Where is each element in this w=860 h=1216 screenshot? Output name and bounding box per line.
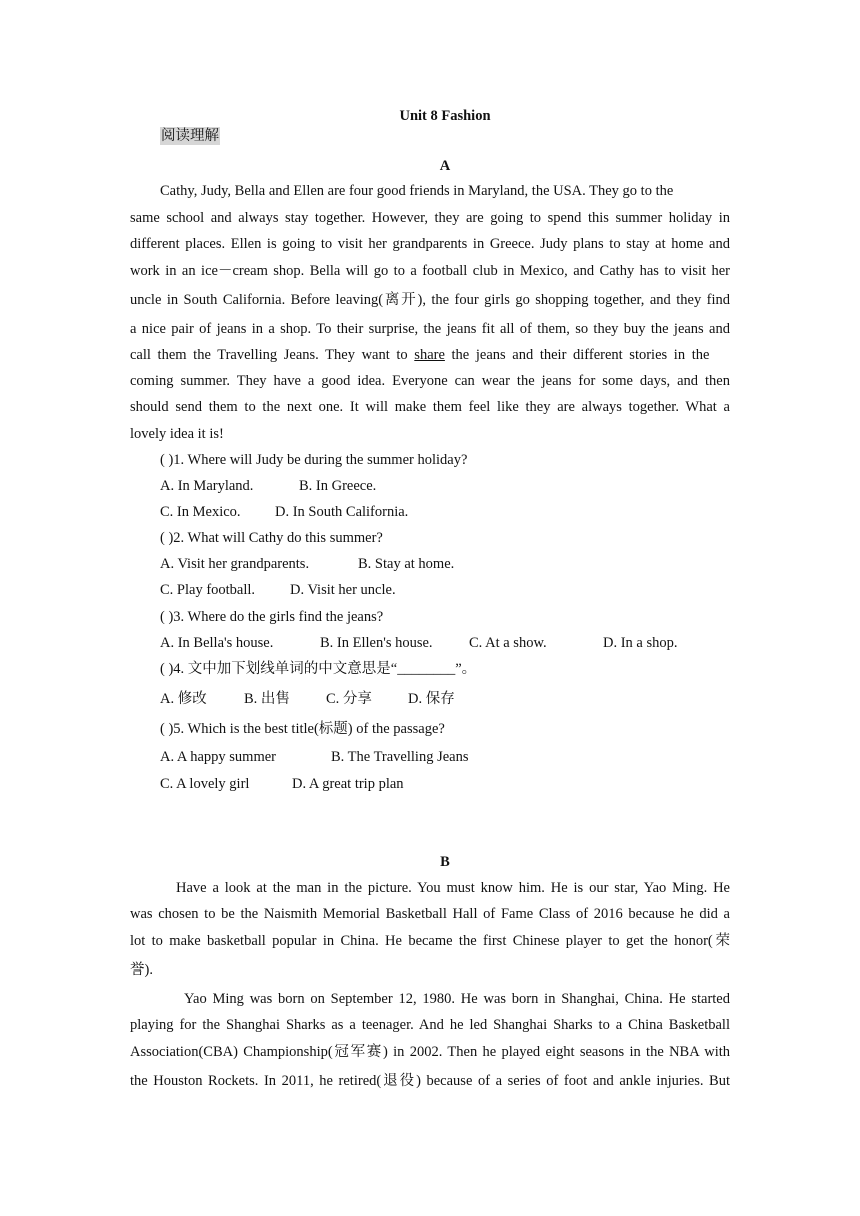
- passage-a-line: same school and always stay together. However, they are going to spend this summer holiday in: [130, 210, 730, 226]
- passage-a-text: the jeans and their different stories in the: [444, 347, 710, 363]
- passage-a-line: Cathy, Judy, Bella and Ellen are four good friends in Maryland, the USA. They go to the: [160, 183, 674, 199]
- question-option: B. In Greece.: [299, 478, 377, 494]
- passage-a-line: should send them to the next one. It will make them feel like they are always together. What a: [130, 399, 730, 415]
- question-stem: ( )3. Where do the girls find the jeans?: [160, 609, 384, 625]
- question-stem: ( )2. What will Cathy do this summer?: [160, 530, 383, 546]
- passage-b-line: lot to make basketball popular in China. He became the first Chinese player to get the honor(荣: [130, 933, 730, 949]
- question-option: A. Visit her grandparents.: [160, 556, 310, 572]
- passage-a-line: a nice pair of jeans in a shop. To their surprise, the jeans fit all of them, so they buy the jeans and: [130, 321, 730, 337]
- passage-a-heading: A: [439, 158, 451, 174]
- passage-a-line: coming summer. They have a good idea. Everyone can wear the jeans for some days, and then: [130, 373, 730, 389]
- question-option: C. At a show.: [469, 635, 547, 651]
- question-stem: ( )4. 文中加下划线单词的中文意思是“________”。: [160, 661, 477, 677]
- question-option: D. A great trip plan: [292, 776, 404, 792]
- question-option: D. In a shop.: [603, 635, 678, 651]
- passage-a-line: work in an ice－cream shop. Bella will go to a football club in Mexico, and Cathy has to visit her: [130, 263, 730, 279]
- question-option: B. Stay at home.: [358, 556, 455, 572]
- passage-b-heading: B: [440, 854, 450, 870]
- question-option: B. In Ellen's house.: [320, 635, 433, 651]
- passage-a-text: call them the Travelling Jeans. They want to: [130, 347, 415, 363]
- passage-a-line: lovely idea it is!: [130, 426, 224, 442]
- question-option: A. In Maryland.: [160, 478, 254, 494]
- question-option: A. A happy summer: [160, 749, 276, 765]
- passage-b-line: 誉).: [130, 962, 153, 978]
- question-option: C. Play football.: [160, 582, 256, 598]
- underlined-word: share: [414, 347, 445, 363]
- question-option: C. In Mexico.: [160, 504, 241, 520]
- question-option: D. 保存: [408, 691, 455, 707]
- passage-b-line: Yao Ming was born on September 12, 1980. He was born in Shanghai, China. He started: [184, 991, 730, 1007]
- question-stem: ( )1. Where will Judy be during the summer holiday?: [160, 452, 468, 468]
- passage-a-line: different places. Ellen is going to visit her grandparents in Greece. Judy plans to stay at home and: [130, 236, 730, 252]
- question-option: B. 出售: [244, 691, 290, 707]
- passage-b-line: Have a look at the man in the picture. You must know him. He is our star, Yao Ming. He: [176, 880, 730, 896]
- question-option: D. Visit her uncle.: [290, 582, 396, 598]
- passage-b-line: the Houston Rockets. In 2011, he retired(退役) because of a series of foot and ankle injuries. But: [130, 1073, 730, 1089]
- passage-b-line: playing for the Shanghai Sharks as a teenager. And he led Shanghai Sharks to a China Basketball: [130, 1017, 730, 1033]
- page-title: Unit 8 Fashion: [399, 108, 491, 124]
- passage-a-line-underlined: [130, 346, 730, 364]
- question-option: A. In Bella's house.: [160, 635, 274, 651]
- question-option: D. In South California.: [275, 504, 409, 520]
- question-stem: ( )5. Which is the best title(标题) of the passage?: [160, 721, 445, 737]
- passage-a-line: uncle in South California. Before leaving(离开), the four girls go shopping together, and they find: [130, 292, 730, 308]
- question-option: B. The Travelling Jeans: [331, 749, 469, 765]
- passage-b-line: was chosen to be the Naismith Memorial Basketball Hall of Fame Class of 2016 because he did a: [130, 906, 730, 922]
- question-option: C. 分享: [326, 691, 372, 707]
- question-option: A. 修改: [160, 691, 207, 707]
- question-option: C. A lovely girl: [160, 776, 250, 792]
- passage-b-line: Association(CBA) Championship(冠军赛) in 2002. Then he played eight seasons in the NBA with: [130, 1044, 730, 1060]
- section-label: 阅读理解: [161, 128, 219, 144]
